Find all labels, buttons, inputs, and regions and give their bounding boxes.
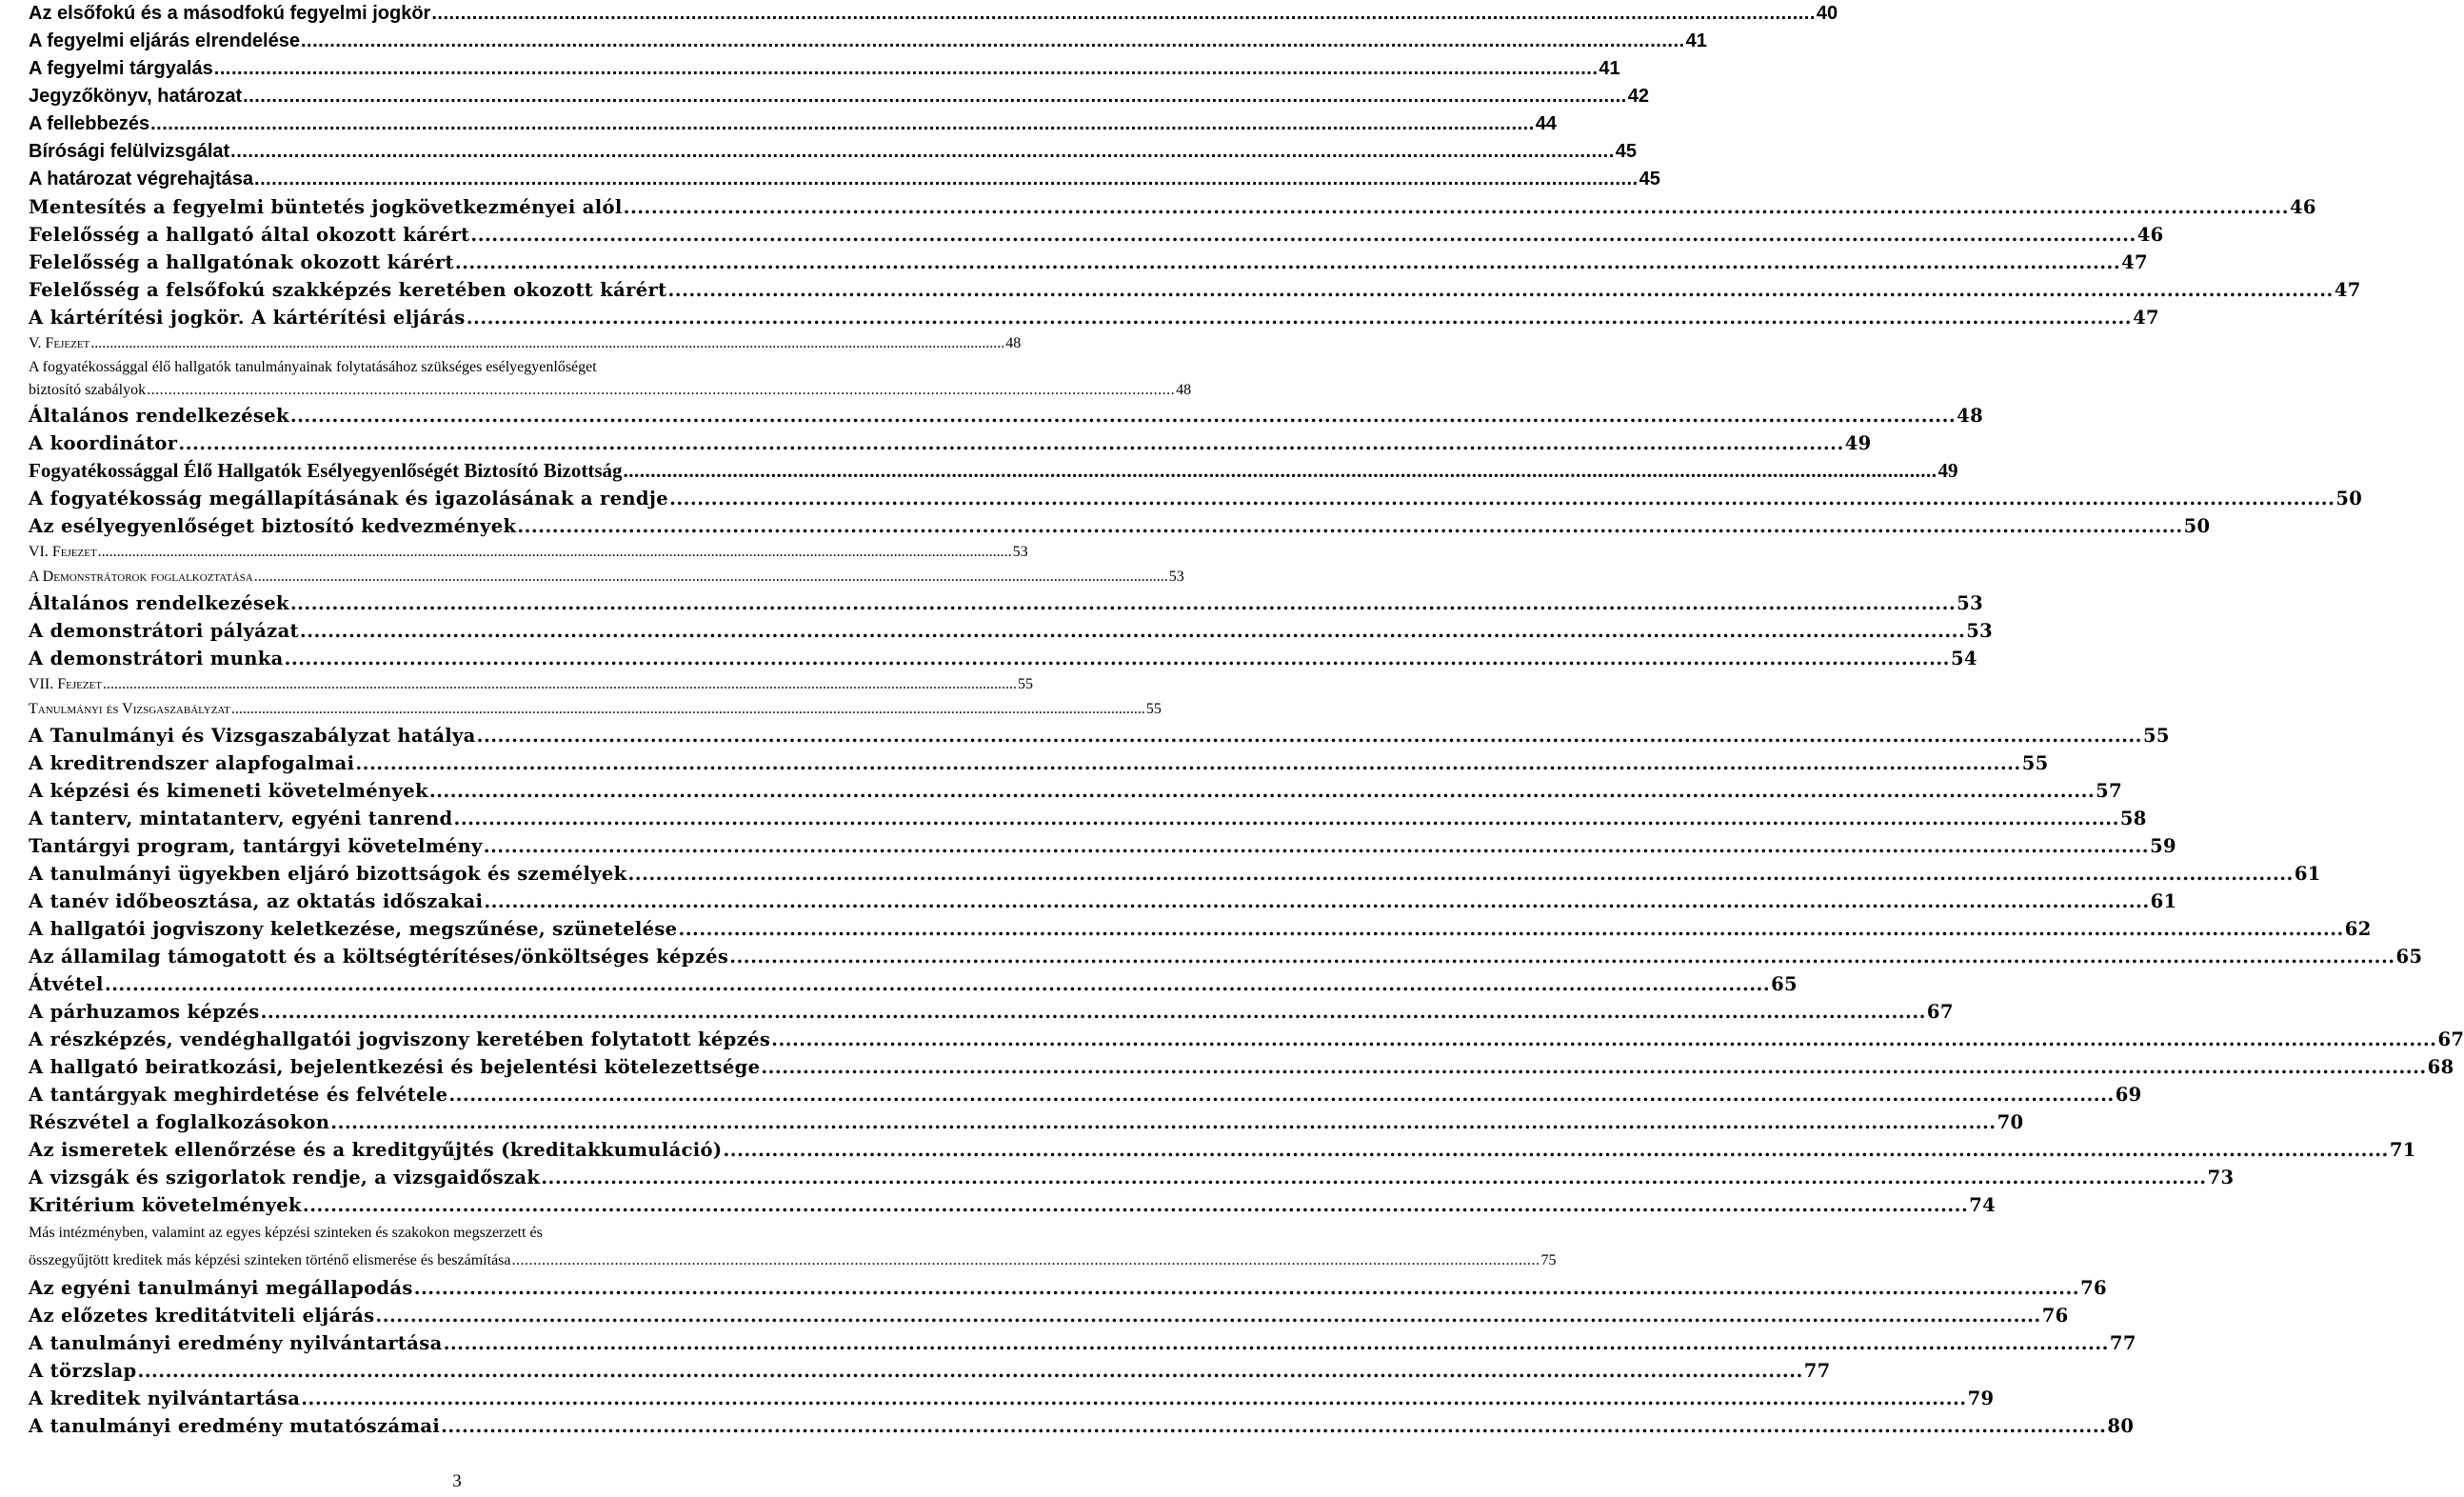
toc-entry-page: 55 bbox=[1018, 676, 1033, 692]
toc-leader-dots bbox=[771, 1026, 2436, 1053]
toc-leader-dots bbox=[454, 805, 2119, 832]
toc-entry[interactable] bbox=[29, 943, 2423, 970]
toc-entry-title: A fogyatékosság megállapításának és igazolásának a rendje bbox=[29, 488, 669, 509]
toc-entry[interactable] bbox=[29, 749, 2049, 777]
toc-leader-dots bbox=[261, 998, 1926, 1026]
toc-leader-dots bbox=[484, 888, 2149, 915]
toc-entry[interactable] bbox=[29, 565, 1184, 589]
toc-entry-page: 47 bbox=[2133, 307, 2159, 329]
toc-entry-title: Felelősség a felsőfokú szakképzés keretében okozott kárért bbox=[29, 279, 667, 301]
toc-entry-title: Fogyatékossággal Élő Hallgatók Esélyegyenlőségét Biztosító Bizottság bbox=[29, 459, 623, 482]
toc-entry-title: Az esélyegyenlőséget biztosító kedvezmények bbox=[29, 515, 517, 537]
toc-entry[interactable] bbox=[29, 221, 2164, 249]
toc-entry-title: V. Fejezet bbox=[29, 335, 90, 351]
toc-entry-title: A tanterv, mintatanterv, egyéni tanrend bbox=[29, 808, 453, 829]
toc-entry[interactable] bbox=[29, 998, 1954, 1026]
toc-entry[interactable] bbox=[29, 860, 2321, 888]
toc-entry[interactable] bbox=[29, 28, 1707, 55]
toc-entry-title-continued: összegyűjtött kreditek más képzési szinteken történő elismerése és beszámítása bbox=[29, 1252, 511, 1268]
toc-entry[interactable] bbox=[29, 697, 1162, 722]
toc-entry-page: 57 bbox=[2096, 780, 2123, 802]
toc-entry-page: 70 bbox=[1997, 1111, 2024, 1133]
toc-leader-dots bbox=[668, 276, 2334, 304]
toc-entry-page: 75 bbox=[1540, 1252, 1557, 1268]
toc-entry-title: Általános rendelkezések bbox=[29, 405, 289, 427]
toc-entry-title: A képzési és kimeneti követelmények bbox=[29, 780, 428, 802]
toc-entry[interactable] bbox=[29, 485, 2363, 512]
toc-leader-dots bbox=[98, 540, 1012, 565]
toc-leader-dots bbox=[103, 672, 1017, 697]
toc-entry-page: 41 bbox=[1685, 30, 1707, 51]
toc-entry-page: 73 bbox=[2207, 1167, 2235, 1188]
toc-entry-title: Tantárgyi program, tantárgyi követelmény bbox=[29, 835, 483, 857]
toc-entry-page: 53 bbox=[1957, 592, 1983, 614]
toc-entry-page: 55 bbox=[2142, 725, 2170, 747]
toc-entry-title: Az egyéni tanulmányi megállapodás bbox=[29, 1277, 413, 1299]
toc-leader-dots bbox=[448, 1081, 2114, 1108]
toc-entry-title: VII. Fejezet bbox=[29, 676, 102, 692]
toc-entry-title: Bírósági felülvizsgálat bbox=[29, 141, 230, 162]
toc-entry-page: 77 bbox=[2109, 1332, 2136, 1354]
toc-entry-page: 44 bbox=[1535, 113, 1557, 134]
toc-leader-dots bbox=[678, 915, 2343, 943]
toc-entry-page: 59 bbox=[2150, 835, 2176, 857]
toc-entry-page: 76 bbox=[2041, 1305, 2069, 1327]
toc-entry[interactable] bbox=[29, 304, 2159, 331]
toc-entry[interactable] bbox=[29, 805, 2147, 832]
toc-leader-dots bbox=[301, 1385, 1966, 1412]
toc-leader-dots bbox=[303, 1191, 1968, 1219]
toc-entry-title: Az elsőfokú és a másodfokú fegyelmi jogkör bbox=[29, 3, 431, 24]
toc-entry-page: 55 bbox=[2021, 752, 2049, 774]
toc-entry-title: Más intézményben, valamint az egyes képzési szinteken és szakokon megszerzett és bbox=[29, 1225, 543, 1241]
toc-entry-page: 55 bbox=[1145, 701, 1162, 717]
toc-leader-dots bbox=[285, 645, 1950, 672]
toc-entry-title: A tantárgyak meghirdetése és felvétele bbox=[29, 1084, 448, 1106]
toc-entry[interactable] bbox=[29, 1385, 1995, 1412]
toc-entry-title: A demonstrátori munka bbox=[29, 648, 284, 669]
toc-entry[interactable] bbox=[29, 276, 2361, 304]
toc-entry-page: 77 bbox=[1803, 1360, 1831, 1382]
toc-entry-page: 47 bbox=[2121, 251, 2148, 273]
toc-leader-dots bbox=[330, 1108, 1996, 1136]
toc-entry-page: 53 bbox=[1168, 569, 1184, 585]
toc-entry-title: A határozat végrehajtása bbox=[29, 169, 254, 190]
toc-entry-title: Jegyzőkönyv, határozat bbox=[29, 86, 243, 107]
toc-entry-page: 47 bbox=[2334, 279, 2361, 301]
toc-leader-dots bbox=[729, 943, 2394, 970]
toc-leader-dots bbox=[137, 1357, 1802, 1385]
toc-entry[interactable] bbox=[29, 888, 2177, 915]
toc-entry[interactable] bbox=[29, 1302, 2069, 1329]
toc-entry-page: 40 bbox=[1816, 3, 1838, 24]
toc-entry-title: A párhuzamos képzés bbox=[29, 1001, 260, 1023]
toc-entry-page: 50 bbox=[2335, 488, 2363, 509]
toc-entry[interactable] bbox=[29, 832, 2176, 860]
toc-entry-page: 48 bbox=[1005, 335, 1022, 351]
toc-entry-title: A kreditek nyilvántartása bbox=[29, 1387, 301, 1409]
toc-entry-page: 71 bbox=[2389, 1139, 2416, 1161]
toc-entry-page: 41 bbox=[1599, 58, 1620, 79]
toc-entry[interactable] bbox=[29, 1219, 1557, 1274]
toc-entry-title: Felelősség a hallgatónak okozott kárért bbox=[29, 251, 454, 273]
toc-entry[interactable] bbox=[29, 193, 2316, 221]
toc-entry-title: A hallgatói jogviszony keletkezése, megszűnése, szünetelése bbox=[29, 918, 678, 940]
toc-entry-page: 65 bbox=[2395, 946, 2423, 968]
toc-entry[interactable] bbox=[29, 110, 1557, 138]
toc-entry[interactable] bbox=[29, 512, 2211, 540]
toc-entry[interactable] bbox=[29, 1412, 2135, 1440]
toc-entry[interactable] bbox=[29, 915, 2372, 943]
toc-leader-dots bbox=[512, 1247, 1540, 1274]
toc-entry-title: A tanulmányi eredmény nyilvántartása bbox=[29, 1332, 443, 1354]
toc-entry-title: Általános rendelkezések bbox=[29, 592, 289, 614]
toc-leader-dots bbox=[541, 1164, 2206, 1191]
toc-leader-dots bbox=[214, 55, 1599, 83]
toc-entry[interactable] bbox=[29, 166, 1660, 193]
toc-entry-title: A demonstrátori pályázat bbox=[29, 620, 299, 642]
toc-leader-dots bbox=[301, 28, 1685, 55]
toc-entry-title: A fegyelmi eljárás elrendelése bbox=[29, 30, 300, 51]
toc-leader-dots bbox=[150, 110, 1535, 138]
toc-leader-dots bbox=[455, 249, 2120, 276]
toc-entry-title: A Tanulmányi és Vizsgaszabályzat hatálya bbox=[29, 725, 476, 747]
toc-entry-title: Átvétel bbox=[29, 973, 104, 995]
toc-leader-dots bbox=[444, 1329, 2109, 1357]
toc-entry[interactable] bbox=[29, 722, 2170, 749]
toc-entry-page: 45 bbox=[1639, 169, 1660, 190]
toc-entry-page: 61 bbox=[2294, 863, 2321, 885]
toc-entry[interactable] bbox=[29, 138, 1638, 166]
toc-entry-title: A vizsgák és szigorlatok rendje, a vizsgaidőszak bbox=[29, 1167, 541, 1188]
toc-entry-page: 62 bbox=[2344, 918, 2372, 940]
toc-entry-title: Az ismeretek ellenőrzése és a kreditgyűjtés (kreditakkumuláció) bbox=[29, 1139, 723, 1161]
toc-entry-page: 46 bbox=[2136, 224, 2164, 246]
toc-entry-page: 67 bbox=[1926, 1001, 1954, 1023]
toc-entry[interactable] bbox=[29, 1053, 2454, 1081]
toc-entry[interactable] bbox=[29, 1164, 2235, 1191]
toc-entry-page: 65 bbox=[1771, 973, 1798, 995]
toc-entry-page: 45 bbox=[1615, 141, 1638, 162]
toc-leader-dots bbox=[178, 429, 1843, 457]
toc-entry-title: Kritérium követelmények bbox=[29, 1194, 302, 1216]
toc-entry[interactable] bbox=[29, 0, 1838, 28]
toc-leader-dots bbox=[414, 1274, 2079, 1302]
toc-entry[interactable] bbox=[29, 617, 1994, 645]
toc-leader-dots bbox=[355, 749, 2020, 777]
toc-leader-dots bbox=[628, 860, 2294, 888]
toc-leader-dots bbox=[231, 697, 1145, 722]
toc-entry-title: Mentesítés a fegyelmi büntetés jogkövetkezményei alól bbox=[29, 196, 623, 218]
toc-entry-page: 53 bbox=[1012, 544, 1028, 560]
toc-leader-dots bbox=[484, 832, 2149, 860]
toc-entry[interactable] bbox=[29, 249, 2148, 276]
toc-entry-page: 74 bbox=[1969, 1194, 1997, 1216]
toc-entry[interactable] bbox=[29, 645, 1977, 672]
toc-entry-page: 48 bbox=[1957, 405, 1983, 427]
toc-entry-page: 49 bbox=[1844, 432, 1872, 454]
toc-entry-title: A tanév időbeosztása, az oktatás időszakai bbox=[29, 890, 484, 912]
toc-entry-page: 49 bbox=[1937, 459, 1958, 482]
toc-entry-title: A kártérítési jogkör. A kártérítési eljárás bbox=[29, 307, 466, 329]
toc-leader-dots bbox=[724, 1136, 2389, 1164]
toc-entry-title: A hallgató beiratkozási, bejelentkezési és bejelentési kötelezettsége bbox=[29, 1056, 761, 1078]
toc-leader-dots bbox=[624, 457, 1937, 485]
toc-entry[interactable] bbox=[29, 777, 2123, 805]
toc-entry[interactable] bbox=[29, 970, 1798, 998]
toc-entry-page: 69 bbox=[2115, 1084, 2142, 1106]
toc-entry-page: 46 bbox=[2290, 196, 2316, 218]
toc-entry-title: Tanulmányi és Vizsgaszabályzat bbox=[29, 701, 230, 717]
toc-entry-page: 48 bbox=[1176, 382, 1192, 398]
toc-leader-dots bbox=[230, 138, 1615, 166]
toc-entry-page: 80 bbox=[2107, 1415, 2135, 1437]
toc-entry-page: 79 bbox=[1967, 1387, 1995, 1409]
toc-entry[interactable] bbox=[29, 1081, 2142, 1108]
toc-entry-title: A kreditrendszer alapfogalmai bbox=[29, 752, 355, 774]
toc-entry-title: Részvétel a foglalkozásokon bbox=[29, 1111, 330, 1133]
toc-entry-title: VI. Fejezet bbox=[29, 544, 97, 560]
toc-entry[interactable] bbox=[29, 1136, 2416, 1164]
toc-entry-title: A fogyatékossággal élő hallgatók tanulmányainak folytatásához szükséges esélyegyenlőséget bbox=[29, 359, 597, 375]
toc-entry-title: Az államilag támogatott és a költségtérítéses/önköltséges képzés bbox=[29, 946, 729, 968]
toc-leader-dots bbox=[761, 1053, 2426, 1081]
toc-leader-dots bbox=[669, 485, 2335, 512]
table-of-contents bbox=[29, 0, 2464, 1440]
toc-entry[interactable] bbox=[29, 540, 1028, 565]
toc-entry[interactable] bbox=[29, 1191, 1997, 1219]
toc-leader-dots bbox=[105, 970, 1770, 998]
toc-entry[interactable] bbox=[29, 331, 1022, 356]
toc-leader-dots bbox=[470, 221, 2136, 249]
toc-entry-title: A fegyelmi tárgyalás bbox=[29, 58, 213, 79]
toc-entry[interactable] bbox=[29, 429, 1872, 457]
toc-entry[interactable] bbox=[29, 1108, 2024, 1136]
toc-entry-page: 53 bbox=[1966, 620, 1994, 642]
toc-leader-dots bbox=[254, 166, 1639, 193]
toc-leader-dots bbox=[254, 565, 1168, 589]
toc-leader-dots bbox=[467, 304, 2132, 331]
toc-entry-title-continued: biztosító szabályok bbox=[29, 382, 147, 398]
toc-leader-dots bbox=[375, 1302, 2040, 1329]
toc-entry-title: A részképzés, vendéghallgatói jogviszony keretében folytatott képzés bbox=[29, 1028, 771, 1050]
toc-leader-dots bbox=[300, 617, 1965, 645]
toc-entry-page: 42 bbox=[1627, 86, 1649, 107]
toc-leader-dots bbox=[290, 402, 1956, 429]
toc-entry-title: Felelősség a hallgató által okozott kárért bbox=[29, 224, 470, 246]
toc-leader-dots bbox=[147, 379, 1175, 402]
toc-entry-page: 50 bbox=[2183, 515, 2211, 537]
toc-entry[interactable] bbox=[29, 1357, 1831, 1385]
page-number: 3 bbox=[452, 1471, 462, 1491]
toc-entry-title: A tanulmányi eredmény mutatószámai bbox=[29, 1415, 441, 1437]
toc-leader-dots bbox=[243, 83, 1627, 110]
toc-entry[interactable] bbox=[29, 457, 1958, 485]
toc-leader-dots bbox=[429, 777, 2095, 805]
toc-entry-page: 54 bbox=[1950, 648, 1977, 669]
toc-entry-title: A törzslap bbox=[29, 1360, 137, 1382]
toc-entry-page: 58 bbox=[2119, 808, 2147, 829]
toc-leader-dots bbox=[290, 589, 1956, 617]
toc-leader-dots bbox=[441, 1412, 2106, 1440]
toc-leader-dots bbox=[477, 722, 2142, 749]
toc-entry[interactable] bbox=[29, 672, 1033, 697]
toc-entry[interactable] bbox=[29, 356, 1192, 402]
toc-entry[interactable] bbox=[29, 1274, 2107, 1302]
toc-entry-title: Az előzetes kreditátviteli eljárás bbox=[29, 1305, 375, 1327]
toc-entry-page: 76 bbox=[2080, 1277, 2107, 1299]
toc-entry-title: A fellebbezés bbox=[29, 113, 150, 134]
toc-entry[interactable] bbox=[29, 402, 1983, 429]
toc-entry-title: A koordinátor bbox=[29, 432, 178, 454]
toc-entry[interactable] bbox=[29, 1026, 2464, 1053]
toc-entry-title: A tanulmányi ügyekben eljáró bizottságok és személyek bbox=[29, 863, 627, 885]
toc-leader-dots bbox=[90, 331, 1004, 356]
toc-entry-page: 61 bbox=[2150, 890, 2177, 912]
toc-leader-dots bbox=[431, 0, 1816, 28]
toc-entry-title: A Demonstrátorok foglalkoztatása bbox=[29, 569, 253, 585]
toc-entry-page: 67 bbox=[2437, 1028, 2464, 1050]
toc-entry[interactable] bbox=[29, 83, 1649, 110]
toc-entry[interactable] bbox=[29, 55, 1620, 83]
toc-entry-page: 68 bbox=[2427, 1056, 2454, 1078]
toc-leader-dots bbox=[624, 193, 2289, 221]
toc-entry[interactable] bbox=[29, 1329, 2136, 1357]
toc-entry[interactable] bbox=[29, 589, 1983, 617]
toc-leader-dots bbox=[517, 512, 2182, 540]
